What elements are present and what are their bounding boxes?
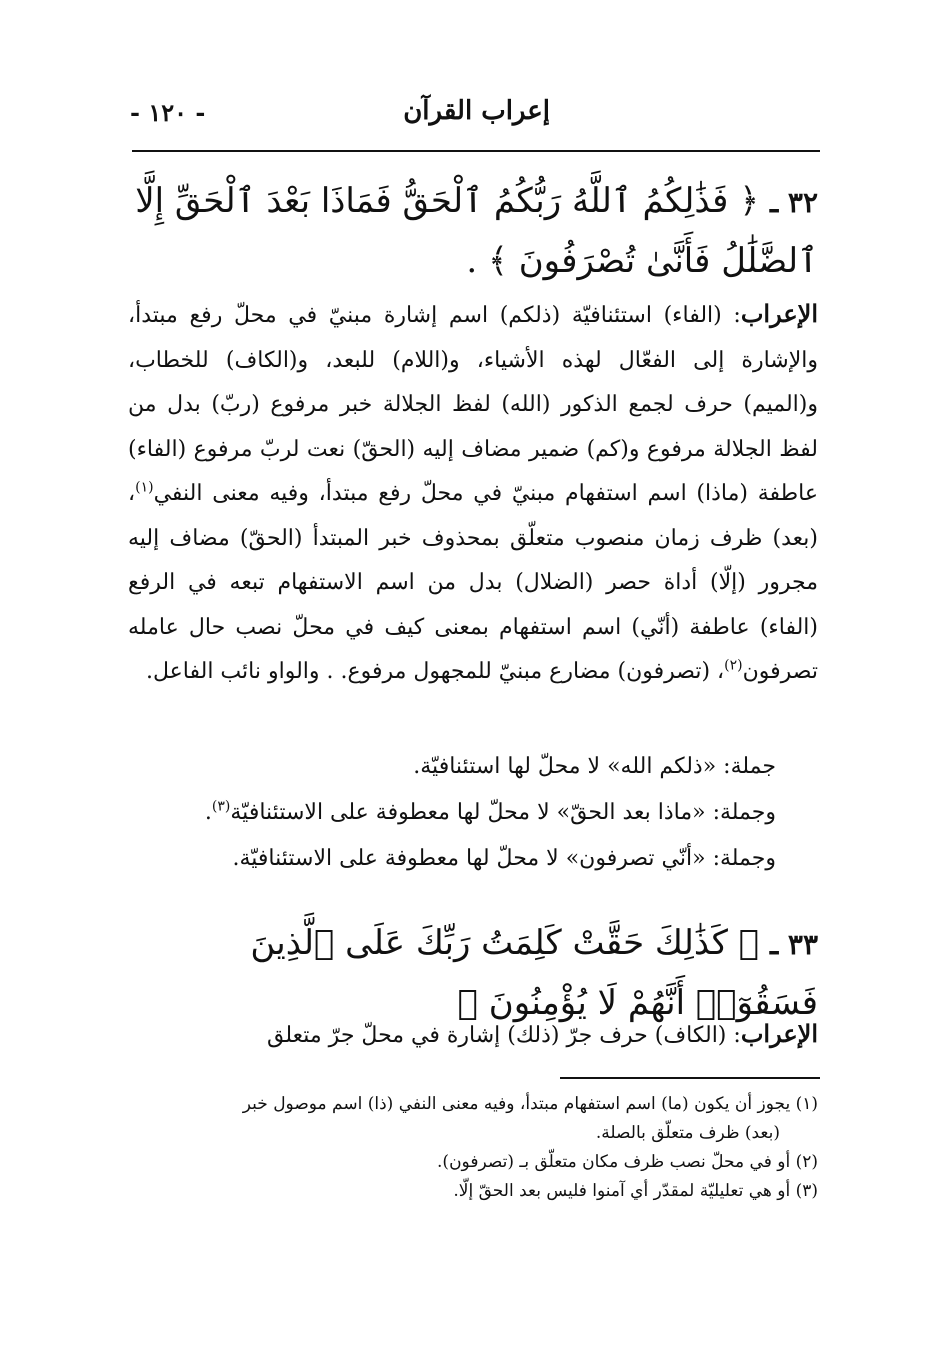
sentence-analysis xyxy=(136,744,776,882)
analysis-paragraph-33 xyxy=(128,1012,818,1059)
sentence-line: وجملة: «أنّي تصرفون» لا محلّ لها معطوفة على الاستئنافيّة. xyxy=(232,846,776,871)
verse-text: ﴿ كَذَٰلِكَ حَقَّتْ كَلِمَتُ رَبِّكَ عَلَى ٱلَّذِينَ فَسَقُوٓا۟ أَنَّهُمْ لَا يُؤْمِنُونَ ﴾ xyxy=(250,923,818,1023)
page-number: - ١٢٠ - xyxy=(130,98,206,127)
footnote-ref-3: (٣) xyxy=(211,798,231,815)
header-divider xyxy=(132,150,820,152)
verse-32 xyxy=(128,172,818,290)
verse-text: ﴿ فَذَٰلِكُمُ ٱللَّهُ رَبُّكُمُ ٱلْحَقُّ فَمَاذَا بَعْدَ ٱلْحَقِّ إِلَّا ٱلضَّلَٰلُ فَأَنَّىٰ تُصْرَفُونَ ﴾ . xyxy=(135,181,818,281)
analysis-text: : (الفاء) استئنافيّة (ذلكم) اسم إشارة مبنيّ في محلّ رفع مبتدأ، والإشارة إلى الفعّال لهذه الأشياء، و(اللام) للبعد، و(الكاف) للخطاب، و(الميم) حرف لجمع الذكور (الله) لفظ الجلالة خبر مرفوع (ربّ) بدل من لفظ الجلالة مرفوع و(كم) ضمير مضاف إليه (الحقّ) نعت لربّ مرفوع (الفاء) عاطفة (ماذا) اسم استفهام مبنيّ في محلّ رفع مبتدأ، وفيه معنى النفي xyxy=(128,303,818,506)
analysis-text: ، (تصرفون) مضارع مبنيّ للمجهول مرفوع. . والواو نائب الفاعل. xyxy=(146,659,725,684)
footnote-2: (٢) أو في محلّ نصب ظرف مكان متعلّق بـ (تصرفون). xyxy=(437,1152,818,1172)
analysis-label: الإعراب xyxy=(740,1019,818,1048)
analysis-paragraph-32 xyxy=(128,292,818,695)
page-header xyxy=(130,96,820,140)
verse-number: ٣٣ ـ xyxy=(769,928,818,961)
sentence-line: جملة: «ذلكم الله» لا محلّ لها استئنافيّة. xyxy=(413,754,776,779)
sentence-text: وجملة: «ماذا بعد الحقّ» لا محلّ لها معطوفة على الاستئنافيّة xyxy=(230,800,776,825)
analysis-text: : (الكاف) حرف جرّ (ذلك) إشارة في محلّ جرّ متعلق xyxy=(267,1023,741,1048)
analysis-label: الإعراب xyxy=(740,299,818,328)
analysis-text: ، (بعد) ظرف زمان منصوب متعلّق بمحذوف خبر المبتدأ (الحقّ) مضاف إليه مجرور (إلّا) أداة حصر (الضلال) بدل من اسم الاستفهام تبعه في الرفع (الفاء) عاطفة (أنّي) اسم استفهام بمعنى كيف في محلّ نصب حال عامله تصرفون xyxy=(128,481,818,684)
sentence-line xyxy=(136,790,776,836)
footnote-ref-1: (١) xyxy=(135,479,154,496)
sentence-end: . xyxy=(204,800,212,825)
page-title: إعراب القرآن xyxy=(403,96,550,126)
footnote-1: (١) يجوز أن يكون (ما) اسم استفهام مبتدأ، وفيه معنى النفي (ذا) اسم موصول خبر xyxy=(242,1094,818,1114)
footnote-ref-2: (٢) xyxy=(724,657,743,674)
footnote-1-continued: (بعد) ظرف متعلّق بالصلة. xyxy=(595,1123,780,1143)
verse-number: ٣٢ ـ xyxy=(769,186,818,219)
footnote-divider xyxy=(560,1077,820,1079)
footnote-3: (٣) أو هي تعليليّة لمقدّر أي آمنوا فليس بعد الحقّ إلّا. xyxy=(453,1181,818,1201)
footnotes xyxy=(118,1090,818,1206)
